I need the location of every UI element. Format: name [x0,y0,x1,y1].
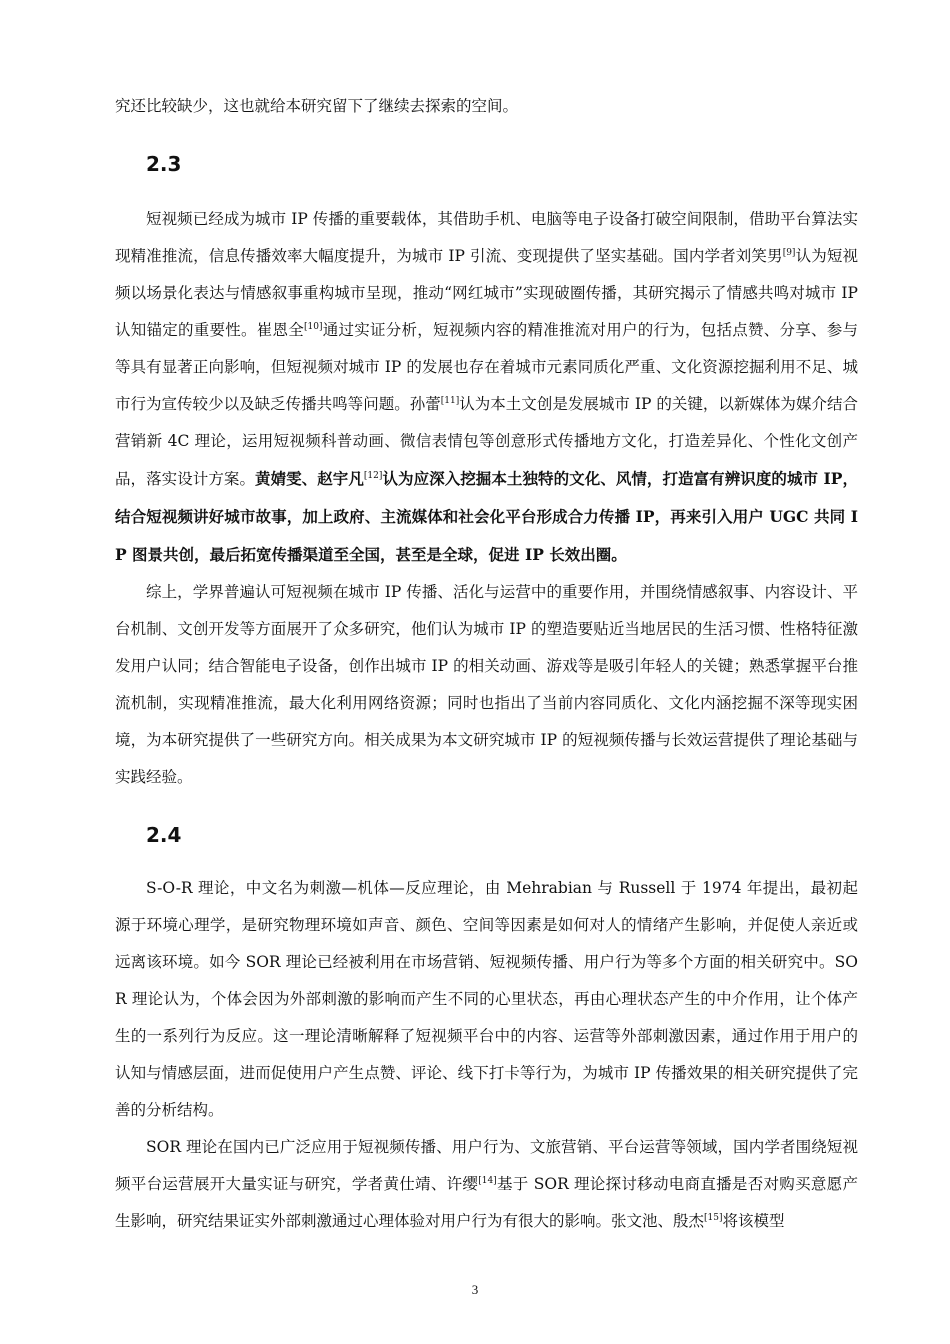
text-run: 认为短视频以场景化表达与情感叙事重构城市呈现，推动“网红城市”实现破圈传播，其研究揭示了情感共鸣对城市 IP 认知锚定的重要性。崔恩全 [115,247,858,339]
text-run: 基于 SOR 理论探讨移动电商直播是否对购买意愿产生影响，研究结果证实外部刺激通过心理体验对用户行为有很大的影响。张文池、殷杰 [115,1175,858,1230]
citation-ref-14: [14] [478,1176,497,1186]
citation-ref-12: [12] [363,471,383,481]
section-2-3-paragraph-2: 综上，学界普遍认可短视频在城市 IP 传播、活化与运营中的重要作用，并围绕情感叙事、内容设计、平台机制、文创开发等方面展开了众多研究，他们认为城市 IP 的塑造要贴近当地居民的生活习惯、性格特征激发用户认同；结合智能电子设备，创作出城市 IP 的相关动画、游戏等是吸引年轻人的关键；熟悉掌握平台推流机制，实现精准推流，最大化利用网络资源；同时也指出了当前内容同质化、文化内涵挖掘不深等现实困境，为本研究提供了一些研究方向。相关成果为本文研究城市 IP 的短视频传播与长效运营提供了理论基础与实践经验。 [115,583,858,786]
text-run: 将该模型 [722,1212,785,1230]
text-run: SOR 理论在国内已广泛应用于短视频传播、用户行为、文旅营销、平台运营等领域，国内学者围绕短视频平台运营展开大量实证与研究，学者黄仕靖、许缨 [115,1138,858,1193]
section-2-4-heading: 2.4 [146,823,182,847]
page-number: 3 [471,1282,479,1297]
citation-ref-9: [9] [782,248,796,258]
citation-ref-15: [15] [704,1213,723,1223]
citation-ref-11: [11] [440,396,460,406]
section-2-3-heading: 2.3 [146,152,182,176]
section-2-4-paragraph-1: S-O-R 理论，中文名为刺激—机体—反应理论，由 Mehrabian 与 Russell 于 1974 年提出，最初起源于环境心理学，是研究物理环境如声音、颜色、空间等因素是如何对人的情绪产生影响，并促使人亲近或远离该环境。如今 SOR 理论已经被利用在市场营销、短视频传播、用户行为等多个方面的相关研究中。SOR 理论认为，个体会因为外部刺激的影响而产生不同的心里状态，再由心理状态产生的中介作用，让个体产生的一系列行为反应。这一理论清晰解释了短视频平台中的内容、运营等外部刺激因素，通过作用于用户的认知与情感层面，进而促使用户产生点赞、评论、线下打卡等行为，为城市 IP 传播效果的相关研究提供了完善的分析结构。 [115,879,858,1119]
text-run: 通过实证分析，短视频内容的精准推流对用户的行为，包括点赞、分享、参与等具有显著正向影响，但短视频对城市 IP 的发展也存在着城市元素同质化严重、文化资源挖掘利用不足、城市行为宣传较少以及缺乏传播共鸣等问题。孙蕾 [115,321,858,413]
author-names-bold: 黄婧雯、赵宇凡 [255,469,364,488]
text-run-bold: 认为应深入挖掘本土独特的文化、风情，打造富有辨识度的城市 IP，结合短视频讲好城市故事，加上政府、主流媒体和社会化平台形成合力传播 IP，再来引入用户 UGC 共同 IP 图景共创，最后拓宽传播渠道至全国，甚至是全球，促进 IP 长效出圈。 [115,469,858,564]
text-run: 认为本土文创是发展城市 IP 的关键，以新媒体为媒介结合营销新 4C 理论，运用短视频科普动画、微信表情包等创意形式传播地方文化，打造差异化、个性化文创产品，落实设计方案。 [115,395,858,488]
section-2-3-paragraph-1 [115,201,858,574]
page-body [115,88,858,1240]
section-2-4-paragraph-2 [115,1129,858,1240]
text-run: 短视频已经成为城市 IP 传播的重要载体，其借助手机、电脑等电子设备打破空间限制，借助平台算法实现精准推流，信息传播效率大幅度提升，为城市 IP 引流、变现提供了坚实基础。国内学者刘笑男 [115,210,858,265]
section-2-2-tail-paragraph: 究还比较缺少，这也就给本研究留下了继续去探索的空间。 [115,97,519,115]
citation-ref-10: [10] [304,322,323,332]
